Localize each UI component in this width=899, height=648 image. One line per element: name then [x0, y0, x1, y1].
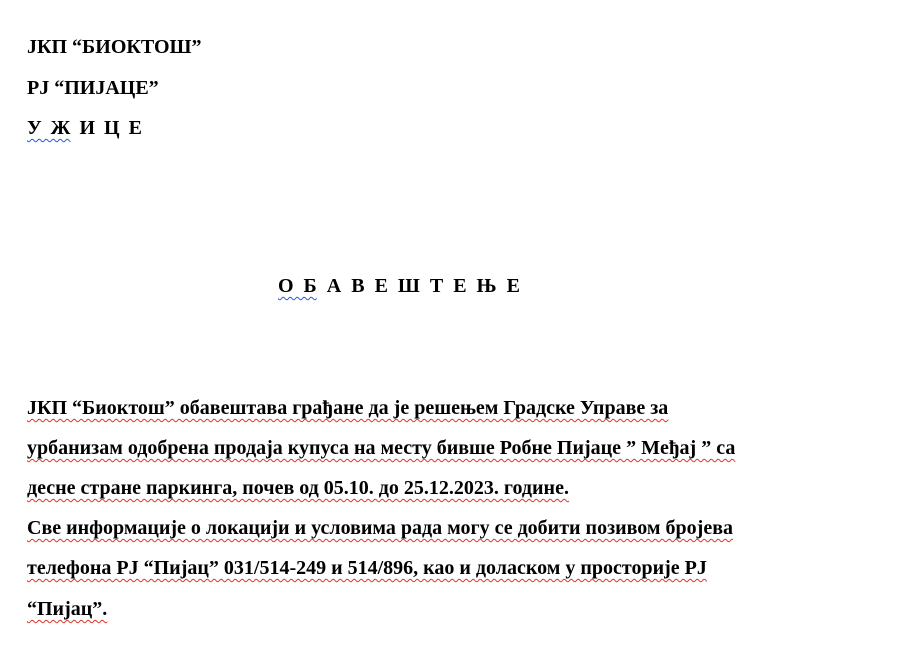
body-line-1: ЈКП “Биоктош” обавештава грађане да је решењем Градске Управе за: [27, 397, 669, 419]
city-name-part1: У Ж: [27, 117, 71, 139]
body-line-6: “Пијац”.: [27, 598, 108, 620]
body-line-5: телефона РЈ “Пијац” 031/514-249 и 514/896, као и доласком у просторије РЈ: [27, 557, 707, 579]
notice-title: [278, 274, 520, 298]
unit-name: РЈ “ПИЈАЦЕ”: [27, 77, 159, 99]
body-line-4: Све информације о локацији и условима рада могу се добити позивом бројева: [27, 517, 734, 539]
city-name: [27, 116, 142, 140]
notice-title-part2: А В Е Ш Т Е Њ Е: [326, 275, 520, 297]
body-line-2: урбанизам одобрена продаја купуса на месту бивше Робне Пијаце ” Мeђај ” са: [27, 437, 736, 459]
city-name-part2: И Ц Е: [79, 117, 142, 139]
notice-title-part1: О Б: [278, 275, 317, 297]
organization-name: ЈКП “БИОКТОШ”: [27, 36, 202, 58]
body-line-3: десне стране паркинга, почев од 05.10. до 25.12.2023. године.: [27, 477, 569, 499]
